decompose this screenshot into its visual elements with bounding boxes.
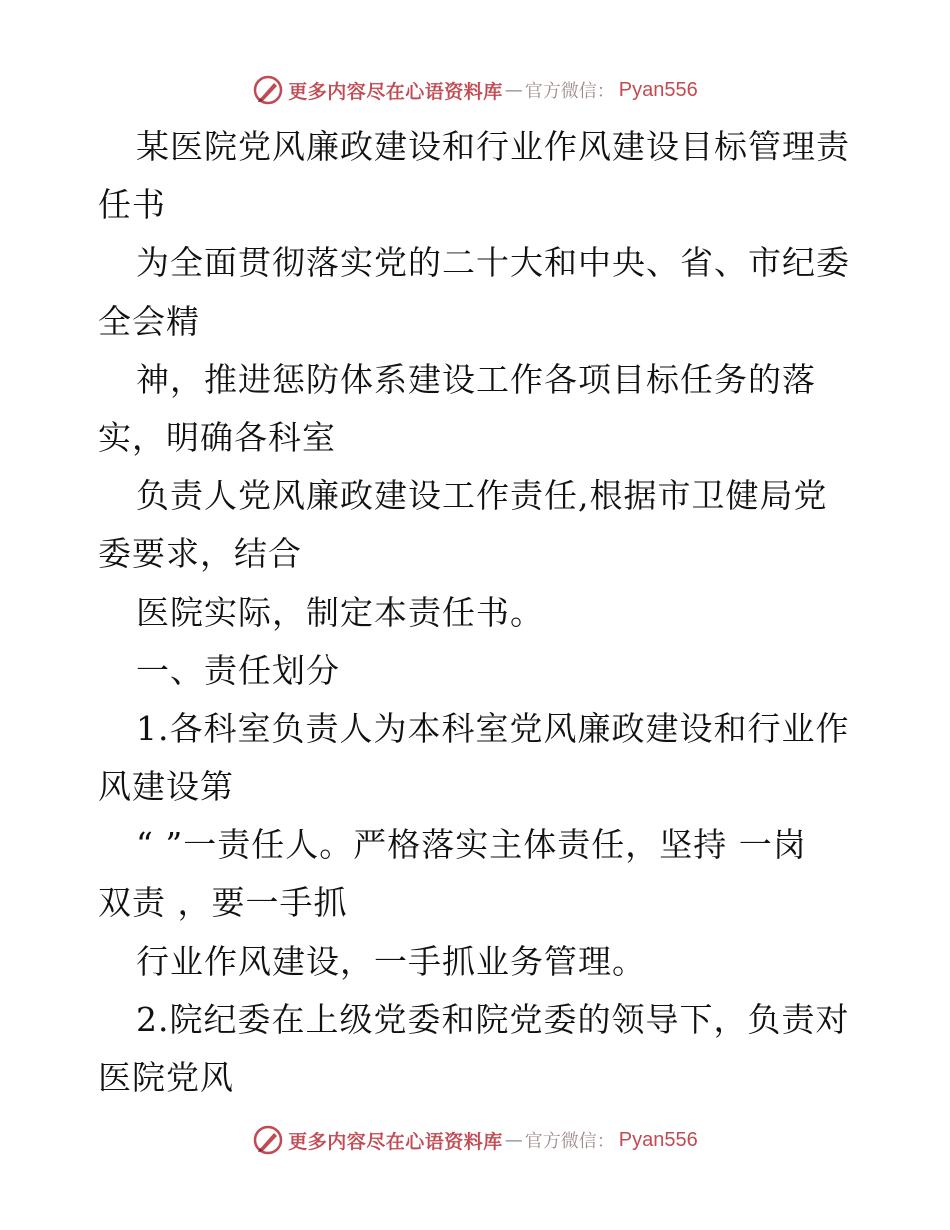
document-line: 神，推进惩防体系建设工作各项目标任务的落 xyxy=(136,359,816,399)
document-line: 双责 ，要一手抓 xyxy=(98,883,348,923)
document-line: 实，明确各科室 xyxy=(98,417,336,457)
watermark-dash: — xyxy=(504,79,523,101)
watermark-wechat-label: 官方微信： xyxy=(524,81,615,102)
document-line: 一、责任划分 xyxy=(136,650,340,690)
document-line: 为全面贯彻落实党的二十大和中央、省、市纪委 xyxy=(136,243,850,283)
watermark-wechat-id: Pyan556 xyxy=(618,1128,698,1151)
document-line: 某医院党风廉政建设和行业作风建设目标管理责 xyxy=(136,127,850,166)
watermark-banner-bottom xyxy=(0,1120,950,1160)
pen-logo-icon xyxy=(252,74,284,106)
watermark-dash: — xyxy=(504,1129,523,1151)
document-line: 1.各科室负责人为本科室党风廉政建设和行业作 xyxy=(136,708,850,748)
document-line: 任书 xyxy=(98,185,166,225)
watermark-text: 更多内容尽在心语资料库 xyxy=(288,80,503,103)
document-line: 医院实际，制定本责任书。 xyxy=(136,592,544,632)
watermark-wechat-label: 官方微信： xyxy=(524,1131,615,1152)
pen-logo-icon xyxy=(252,1124,284,1156)
document-line: 医院党风 xyxy=(98,1058,234,1097)
watermark-text: 更多内容尽在心语资料库 xyxy=(288,1130,503,1153)
document-body xyxy=(98,118,853,1107)
watermark-wechat-id: Pyan556 xyxy=(618,78,698,101)
document-line: 委要求，结合 xyxy=(98,534,302,574)
document-line: 行业作风建设，一手抓业务管理。 xyxy=(136,941,646,981)
document-line: 2.院纪委在上级党委和院党委的领导下，负责对 xyxy=(136,999,850,1039)
document-line: 风建设第 xyxy=(98,767,234,807)
document-line: 全会精 xyxy=(98,301,200,341)
document-line: 负责人党风廉政建设工作责任,根据市卫健局党 xyxy=(136,476,828,516)
document-line: “ ”一责任人。严格落实主体责任，坚持 一岗 xyxy=(136,825,807,865)
watermark-banner-top xyxy=(0,70,950,110)
